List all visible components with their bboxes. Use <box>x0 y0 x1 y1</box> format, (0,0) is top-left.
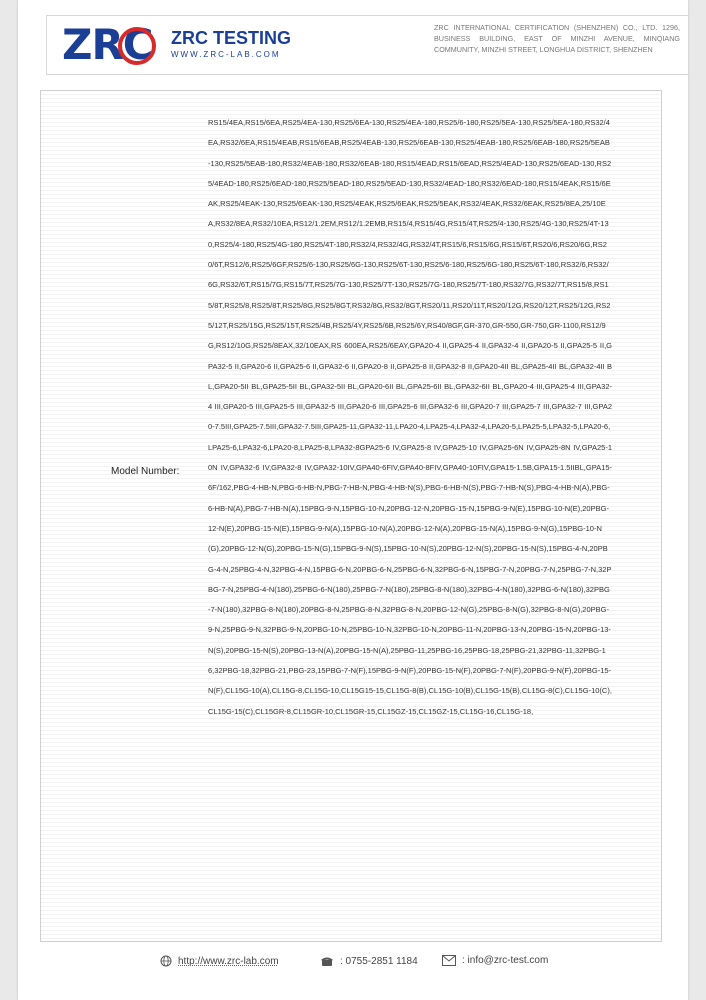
company-logo <box>46 15 428 75</box>
footer-email <box>442 955 548 966</box>
content-frame <box>40 90 662 942</box>
logo-ring-icon <box>118 27 156 65</box>
globe-icon <box>160 955 172 967</box>
company-address: ZRC INTERNATIONAL CERTIFICATION (SHENZHEN) CO., LTD. 1296, BUSINESS BUILDING, EAST OF MINZHI AVENUE, MINQIANG COMMUNITY, MINZHI STREET, LONGHUA DISTRICT, SHENZHEN <box>434 23 680 54</box>
footer-website <box>160 955 279 967</box>
email-address[interactable]: : info@zrc-test.com <box>462 955 549 966</box>
page-header <box>18 0 688 78</box>
logo-mark: ZRC <box>62 20 153 69</box>
brand-url: WWW.ZRC-LAB.COM <box>171 50 281 59</box>
model-number-label: Model Number: <box>111 466 180 477</box>
brand-title: ZRC TESTING <box>171 28 291 48</box>
phone-number: : 0755-2851 1184 <box>340 955 418 967</box>
telephone-icon <box>320 955 334 967</box>
footer-phone <box>320 955 418 967</box>
website-link[interactable]: http://www.zrc-lab.com <box>178 955 279 967</box>
address-box <box>426 15 689 75</box>
envelope-icon <box>442 955 456 966</box>
page-footer <box>160 955 560 975</box>
model-number-list: RS15/4EA,RS15/6EA,RS25/4EA-130,RS25/6EA-130,RS25/4EA-180,RS25/6-180,RS25/5EA-130,RS25/5EA-180,RS32/4EA,RS32/6EA,RS15/4EAB,RS15/6EAB,RS25/4EAB-130,RS25/6EAB-130,RS25/4EAB-180,RS25/6EAB-180,RS25/5EAB-130,RS25/5EAB-180,RS32/4EAB-180,RS32/6EAB-180,RS15/4EAD,RS15/6EAD,RS25/4EAD-130,RS25/6EAD-130,RS25/4EAD-180,RS25/6EAD-180,RS25/5EAD-180,RS25/5EAD-130,RS32/4EAD-180,RS32/6EAD-180,RS15/4EAK,RS15/6EAK,RS25/4EAK-130,RS25/6EAK-130,RS25/4EAK,RS25/6EAK,RS25/5EAK,RS32/4EAK,RS32/6EAK,RS25/8EA,25/10EA,RS32/8EA,RS32/10EA,RS12/1.2EM,RS12/1.2EMB,RS15/4,RS15/4G,RS15/4T,RS25/4-130,RS25/4G-130,RS25/4T-130,RS25/4-180,RS25/4G-180,RS25/4T-180,RS32/4,RS32/4G,RS32/4T,RS15/6,RS15/6G,RS15/6T,RS20/6,RS20/6G,RS20/6T,RS12/6,RS25/6GF,RS25/6-130,RS25/6G-130,RS25/6T-130,RS25/6-180,RS25/6G-180,RS25/6T-180,RS32/6,RS32/6G,RS32/6T,RS15/7G,RS15/7T,RS25/7G-130,RS25/7T-130,RS25/7G-180,RS25/7T-180,RS32/7G,RS32/7T,RS15/8,RS15/8T,RS25/8,RS25/8T,RS25/8G,RS25/8GT,RS32/8G,RS32/8GT,RS20/11,RS20/11T,RS20/12G,RS20/12T,RS25/12G,RS25/12T,RS25/15G,RS25/15T,RS25/4B,RS25/4Y,RS25/6B,RS25/6Y,RS40/8GF,GR-370,GR-550,GR-750,GR-1100,RS12/9G,RS12/10G,RS25/8EAX,32/10EAX,RS 600EA,RS25/6EAY,GPA20-4 II,GPA25-4 II,GPA32-4 II,GPA20-5 II,GPA25-5 II,GPA32-5 II,GPA20-6 II,GPA25-6 II,GPA32-6 II,GPA20-8 II,GPA25-8 II,GPA32-8 II,GPA20-4II BL,GPA25-4II BL,GPA32-4II BL,GPA20-5II BL,GPA25-5II BL,GPA32-5II BL,GPA20-6II BL,GPA25-6II BL,GPA32-6II BL,GPA20-4 III,GPA25-4 III,GPA32-4 III,GPA20-5 III,GPA25-5 III,GPA32-5 III,GPA20-6 III,GPA25-6 III,GPA32-6 III,GPA20-7 III,GPA25-7 III,GPA32-7 III,GPA20-7.5III,GPA25-7.5III,GPA32-7.5III,GPA25-11,GPA32-11,LPA20-4,LPA25-4,LPA32-4,LPA20-5,LPA25-5,LPA32-5,LPA20-6,LPA25-6,LPA32-6,LPA20-8,LPA25-8,LPA32-8GPA25-6 IV,GPA25-8 IV,GPA25-10 IV,GPA25-6N IV,GPA25-8N IV,GPA25-10N IV,GPA32-6 IV,GPA32-8 IV,GPA32-10IV,GPA40-6FIV,GPA40-8FIV,GPA40-10FIV,GPA15-1.5B,GPA15-1.5IIBL,GPA15-6F/162,PBG-4-HB-N,PBG-6-HB-N,PBG-7-HB-N,PBG-4-HB-N(S),PBG-6-HB-N(S),PBG-7-HB-N(S),PBG-4-HB-N(A),PBG-6-HB-N(A),PBG-7-HB-N(A),15PBG-9-N,15PBG-10-N,20PBG-12-N,20PBG-15-N,15PBG-9-N(E),15PBG-10-N(E),20PBG-12-N(E),20PBG-15-N(E),15PBG-9-N(A),15PBG-10-N(A),20PBG-12-N(A),20PBG-15-N(A),15PBG-9-N(G),15PBG-10-N(G),20PBG-12-N(G),20PBG-15-N(G),15PBG-9-N(S),15PBG-10-N(S),20PBG-12-N(S),20PBG-15-N(S),15PBG-4-N,20PBG-4-N,25PBG-4-N,32PBG-4-N,15PBG-6-N,20PBG-6-N,25PBG-6-N,32PBG-6-N,15PBG-7-N,20PBG-7-N,25PBG-7-N,32PBG-7-N,25PBG-4-N(180),25PBG-6-N(180),25PBG-7-N(180),25PBG-8-N(180),32PBG-4-N(180),32PBG-6-N(180),32PBG-7-N(180),32PBG-8-N(180),20PBG-8-N,25PBG-8-N,32PBG-8-N,20PBG-12-N(G),25PBG-8-N(G),32PBG-8-N(G),20PBG-9-N,25PBG-9-N,32PBG-9-N,20PBG-10-N,25PBG-10-N,32PBG-10-N,20PBG-11-N,20PBG-13-N,20PBG-15-N,20PBG-13-N(S),20PBG-15-N(S),20PBG-13-N(A),20PBG-15-N(A),25PBG-11,25PBG-16,25PBG-18,25PBG-21,32PBG-11,32PBG-16,32PBG-18,32PBG-21,PBG-23,15PBG-7-N(F),15PBG-9-N(F),20PBG-15-N(F),20PBG-7-N(F),20PBG-9-N(F),20PBG-15-N(F),CL15G-10(A),CL15G-8,CL15G-10,CL15G15-15,CL15G-8(B),CL15G-10(B),CL15G-15(B),CL15G-8(C),CL15G-10(C),CL15G-15(C),CL15GR-8,CL15GR-10,CL15GR-15,CL15GZ-15,CL15GZ-15,CL15G-16,CL15G-18, <box>208 118 612 716</box>
